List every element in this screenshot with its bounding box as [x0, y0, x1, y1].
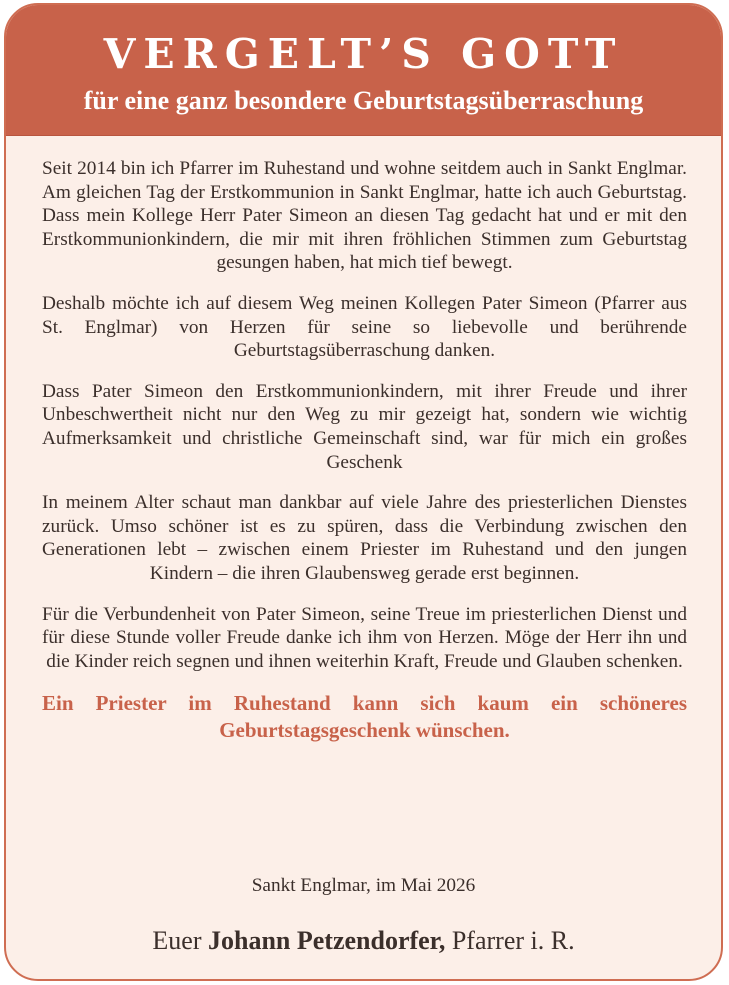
- paragraph: Dass Pater Simeon den Erstkommunionkindern, mit ihrer Freude und ihrer Unbeschwertheit nicht nur den Weg zu mir gezeigt hat, sondern wie wichtig Aufmerksamkeit und christliche Gemeinschaft sind, war für mich ein großes Geschenk: [42, 380, 687, 473]
- page-subtitle: für eine ganz besondere Geburtstagsüberraschung: [83, 86, 644, 115]
- signature-name: Johann Petzendorfer,: [207, 926, 446, 955]
- signature-prefix: Euer: [152, 926, 202, 955]
- place-date: Sankt Englmar, im Mai 2026: [251, 875, 476, 896]
- page-title: VERGELT’S GOTT: [103, 30, 624, 78]
- signature-title: Pfarrer i. R.: [451, 926, 575, 955]
- announcement-card: [4, 3, 723, 981]
- paragraph: Deshalb möchte ich auf diesem Weg meinen Kollegen Pater Simeon (Pfarrer aus St. Englmar) von Herzen für seine so liebevolle und berührende Geburtstagsüberraschung danken.: [42, 292, 687, 362]
- paragraph: Für die Verbundenheit von Pater Simeon, seine Treue im priesterlichen Dienst und für diese Stunde voller Freude danke ich ihm von Herzen. Möge der Herr ihn und die Kinder reich segnen und ihnen weiterhin Kraft, Freude und Glauben schenken.: [42, 603, 687, 672]
- paragraph: In meinem Alter schaut man dankbar auf viele Jahre des priesterlichen Dienstes zurück. Umso schöner ist es zu spüren, dass die Verbindung zwischen den Generationen lebt – zwischen einem Priester im Ruhestand und den jungen Kindern – die ihren Glaubensweg gerade erst beginnen.: [42, 492, 687, 584]
- paragraph: Seit 2014 bin ich Pfarrer im Ruhestand und wohne seitdem auch in Sankt Englmar. Am gleichen Tag der Erstkommunion in Sankt Englmar, hatte ich auch Geburtstag. Dass mein Kollege Herr Pater Simeon an diesen Tag gedacht hat und er mit den Erstkommunionkindern, die mir mit ihren fröhlichen Stimmen zum Geburtstag gesungen haben, hat mich tief bewegt.: [42, 158, 687, 274]
- signature: [6, 926, 721, 956]
- closing-statement: Ein Priester im Ruhestand kann sich kaum ein schöneres Geburtstagsgeschenk wünschen.: [42, 691, 687, 743]
- header-banner: [6, 5, 721, 136]
- letter-body: [42, 157, 687, 761]
